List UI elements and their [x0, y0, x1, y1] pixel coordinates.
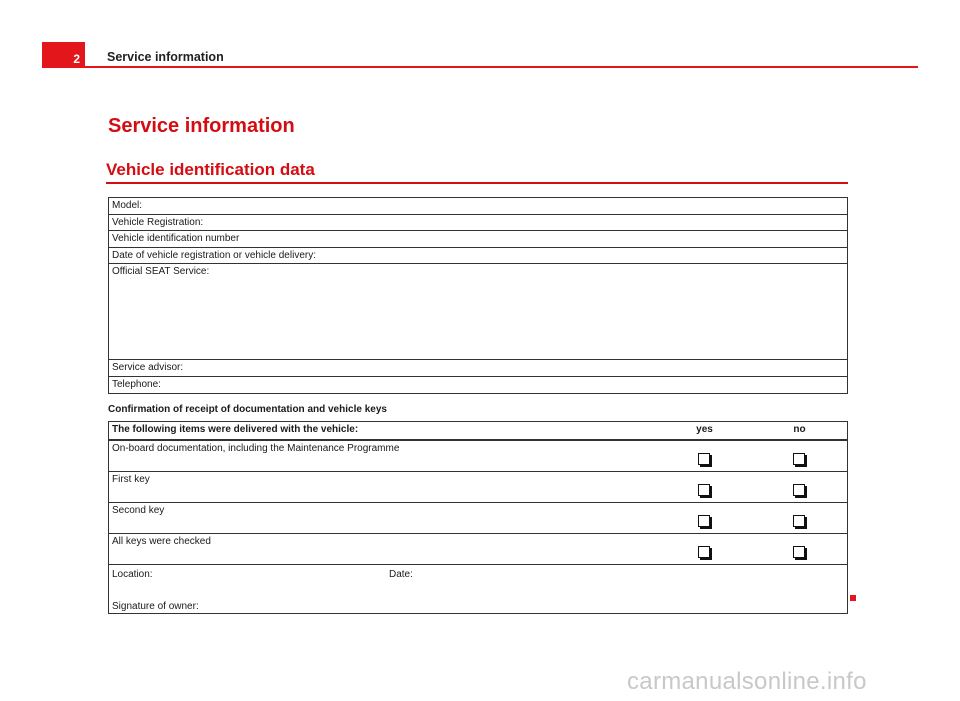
field-vin: Vehicle identification number [109, 231, 847, 248]
header-title: Service information [107, 50, 224, 64]
no-checkbox[interactable] [793, 515, 805, 527]
header-yes: yes [696, 424, 713, 435]
row-label: Second key [112, 505, 165, 516]
keys-table [108, 421, 848, 614]
section-rule [106, 182, 848, 184]
table-row [109, 441, 847, 472]
date-label: Date: [389, 569, 413, 580]
header-rule [85, 66, 918, 68]
field-telephone: Telephone: [112, 378, 161, 390]
page-number: 2 [42, 42, 85, 68]
header-label: The following items were delivered with the vehicle: [112, 424, 359, 435]
row-label: On-board documentation, including the Maintenance Programme [112, 443, 400, 454]
no-checkbox[interactable] [793, 484, 805, 496]
row-label: All keys were checked [112, 536, 211, 547]
field-registration-date: Date of vehicle registration or vehicle delivery: [109, 248, 847, 265]
location-label: Location: [112, 569, 153, 580]
header-no: no [793, 424, 806, 435]
yes-checkbox[interactable] [698, 453, 710, 465]
vehicle-identification-table [108, 197, 848, 394]
table-row [109, 503, 847, 534]
yes-checkbox[interactable] [698, 515, 710, 527]
yes-checkbox[interactable] [698, 484, 710, 496]
field-official-service: Official SEAT Service: [109, 264, 847, 360]
no-checkbox[interactable] [793, 453, 805, 465]
keys-table-header [109, 422, 847, 441]
table-row [109, 534, 847, 565]
no-checkbox[interactable] [793, 546, 805, 558]
page-title: Service information [108, 115, 295, 137]
end-of-section-marker [850, 595, 856, 601]
yes-checkbox[interactable] [698, 546, 710, 558]
row-label: First key [112, 474, 150, 485]
table-row [109, 472, 847, 503]
signature-section [109, 565, 847, 613]
watermark: carmanualsonline.info [627, 668, 867, 695]
field-model: Model: [109, 198, 847, 215]
field-service-advisor: Service advisor: [109, 360, 847, 377]
signature-label: Signature of owner: [112, 601, 199, 612]
field-vehicle-registration: Vehicle Registration: [109, 215, 847, 232]
section-title: Vehicle identification data [106, 160, 315, 179]
confirmation-heading: Confirmation of receipt of documentation and vehicle keys [108, 404, 387, 415]
